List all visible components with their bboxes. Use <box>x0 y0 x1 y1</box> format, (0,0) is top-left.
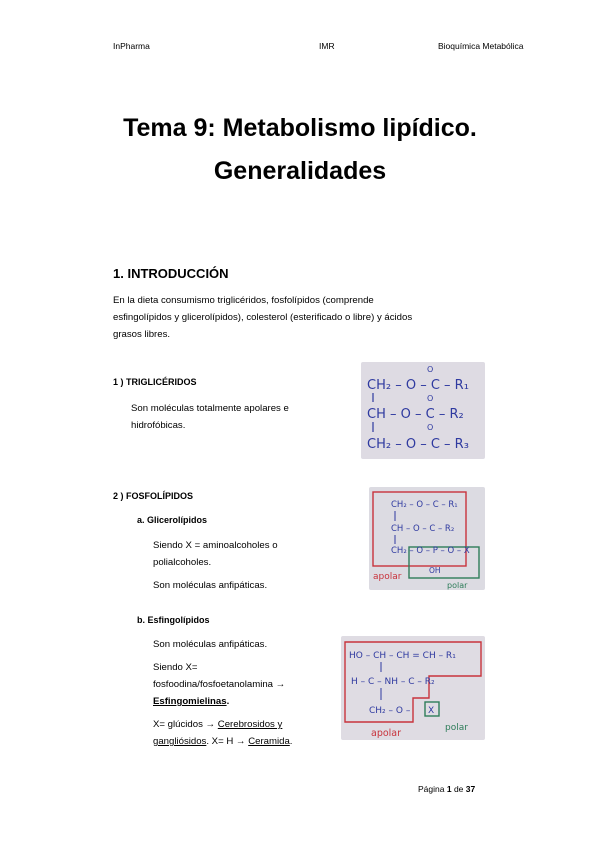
page-title-line1: Tema 9: Metabolismo lipídico. <box>123 114 477 142</box>
chem-row: CH – O – C – R₂ <box>391 524 455 534</box>
page-label: Página <box>418 784 447 794</box>
x-group-label: X <box>428 706 435 716</box>
text-line: Siendo X= <box>153 662 198 673</box>
header-right: Bioquímica Metabólica <box>438 41 524 51</box>
subheading-trigliceridos: 1 ) TRIGLICÉRIDOS <box>113 377 197 387</box>
chem-row: CH – O – C – R₂ <box>367 407 464 422</box>
carbonyl-o: O <box>427 394 434 403</box>
page-title-line2: Generalidades <box>213 157 387 185</box>
sphingolipid-structure-image <box>341 636 485 740</box>
text-line: Son moléculas totalmente apolares e <box>131 403 289 414</box>
text-line: Son moléculas anfipáticas. <box>153 580 268 591</box>
text-fragment: . X= H → <box>206 736 249 747</box>
page-number <box>418 784 475 794</box>
chem-row: CH₂ – O – C – R₁ <box>391 500 458 510</box>
page-total: 37 <box>465 784 476 794</box>
carbonyl-o: O <box>427 365 434 374</box>
term-gangliosidos: gangliósidos <box>153 736 207 747</box>
intro-line: En la dieta consumismo triglicéridos, fosfolípidos (comprende <box>113 295 374 306</box>
text-fragment: X= glúcidos → <box>153 719 218 730</box>
chem-row: CH₂ – O – C – R₃ <box>367 437 469 452</box>
text-line: hidrofóbicas. <box>131 420 186 431</box>
glicerolipidos-text <box>153 537 278 594</box>
term-cerebrosidos: Cerebrosidos y <box>217 719 283 730</box>
page-of: de <box>451 784 466 794</box>
subheading-esfingolipidos: b. Esfingolípidos <box>137 615 210 625</box>
polar-label: polar <box>447 581 468 590</box>
subheading-fosfolipidos: 2 ) FOSFOLÍPIDOS <box>113 491 194 501</box>
trigliceridos-text <box>131 400 289 434</box>
polar-label: polar <box>445 723 468 733</box>
subheading-glicerolipidos: a. Glicerolípidos <box>137 515 208 525</box>
intro-line: esfingolípidos y glicerolípidos), colesterol (esterificado o libre) y ácidos <box>113 312 413 323</box>
chem-row: CH₂ – O – <box>369 706 411 716</box>
chem-row: HO – CH – CH = CH – R₁ <box>349 651 456 661</box>
text-line: polialcoholes. <box>153 557 212 568</box>
chem-row: CH₂ – O – C – R₁ <box>367 378 469 393</box>
text-line: Son moléculas anfipáticas. <box>153 639 268 650</box>
apolar-label: apolar <box>371 728 402 739</box>
triglyceride-structure-image <box>361 362 485 459</box>
section-heading-introduccion: 1. INTRODUCCIÓN <box>113 266 229 281</box>
term-ceramida: Ceramida <box>248 736 290 747</box>
chem-row: H – C – NH – C – R₂ <box>351 677 435 687</box>
glycerolipid-structure-image <box>369 487 485 590</box>
page-current: 1 <box>446 784 452 794</box>
chem-row: CH₂ – O – P – O – X <box>391 546 470 556</box>
hydroxyl-label: OH <box>429 566 441 575</box>
term-esfingomielinas: Esfingomielinas <box>153 696 227 707</box>
carbonyl-o: O <box>427 423 434 432</box>
text-line: fosfoodina/fosfoetanolamina → <box>153 679 286 690</box>
intro-line: grasos libres. <box>113 329 171 340</box>
apolar-label: apolar <box>373 572 402 582</box>
text-line: Siendo X = aminoalcoholes o <box>153 540 278 551</box>
esfingolipidos-text: Son moléculas anfipáticas. Siendo X= fosfoodina/fosfoetanolamina → Esfingomielinas. X= glúcidos → Cerebrosidos y gangliósidos. X= H → Ceramida. <box>153 636 333 750</box>
header-center: IMR <box>319 41 335 51</box>
header-left: InPharma <box>113 41 150 51</box>
intro-paragraph <box>113 292 412 343</box>
